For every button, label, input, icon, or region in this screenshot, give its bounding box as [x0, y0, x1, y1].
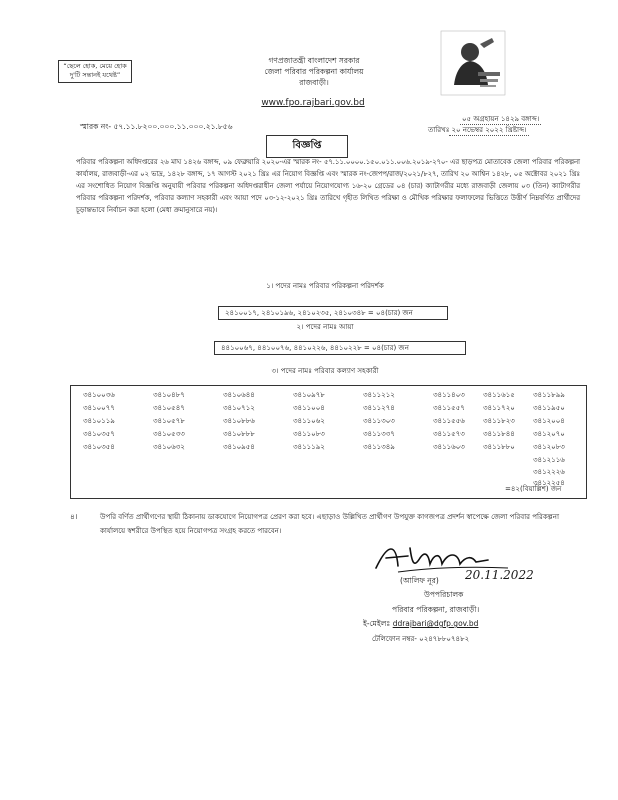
notice-title: বিজ্ঞপ্তি: [266, 135, 348, 158]
govt-name: গণপ্রজাতন্ত্রী বাংলাদেশ সরকার: [268, 56, 360, 65]
note-number: ৪।: [70, 512, 78, 521]
roll-cell: ৩৪১১৯৫০: [533, 404, 565, 412]
roll-cell: ৩৪১১৮৮০: [483, 443, 515, 451]
roll-cell: ৩৪১১৫৫৬: [433, 417, 465, 425]
roll-cell: ৩৪১১৬১৫: [483, 391, 515, 399]
roll-cell: ৩৪১০৭১২: [223, 404, 255, 412]
post-2-rolls: ৪৪১০০৬৭, ৪৪১০০৭৬, ৪৪১০২২৬, ৪৪১০২২৮ = ০৪(চার) জন: [214, 341, 466, 355]
date-bangla: ০৫ অগ্রহায়ন ১৪২৯ বঙ্গাব্দ।: [462, 115, 540, 123]
post-2-title: ২। পদের নামঃ আয়া: [296, 323, 354, 331]
roll-cell: ৩৪১০৩৫৪: [83, 443, 115, 451]
motto-line-2: দু'টি সন্তানই যথেষ্ট”: [69, 71, 121, 79]
office-name: জেলা পরিবার পরিকল্পনা কার্যালয়: [264, 67, 364, 76]
roll-cell: ৩৪১০৯৫৪: [223, 443, 255, 451]
roll-cell: ৩৪১০৬৪৪: [223, 391, 255, 399]
roll-cell: ৩৪১২০৮৩: [533, 443, 565, 451]
letterhead: [214, 55, 414, 88]
roll-cell: ৩৪১১১৯২: [293, 443, 325, 451]
email-link[interactable]: ddrajbari@dgfp.gov.bd: [392, 619, 479, 628]
roll-cell: ৩৪১১২১২: [363, 391, 395, 399]
website-link[interactable]: www.fpo.rajbari.gov.bd: [261, 98, 365, 108]
roll-cell: ৩৪১০০৭৭: [83, 404, 115, 412]
post-1-title: ১। পদের নামঃ পরিবার পরিকল্পনা পরিদর্শক: [266, 282, 384, 290]
district-name: রাজবাড়ী।: [299, 78, 329, 87]
roll-cell: ৩৪১২০৭০: [533, 430, 565, 438]
motto-box: [58, 60, 132, 83]
roll-cell: ৩৪১১২৭৪: [363, 404, 395, 412]
roll-cell: ৩৪১১০৬২: [293, 417, 325, 425]
email-label: ই-মেইলঃ: [363, 619, 393, 628]
roll-cell: ৩৪১১৪০৩: [433, 391, 465, 399]
date-label: তারিখঃ: [428, 126, 450, 134]
roll-cell: ৩৪১০৮৮৮: [223, 430, 255, 438]
roll-cell: ৩৪১১৩৪৯: [363, 443, 395, 451]
roll-cell: ৩৪১২২২৬: [533, 468, 565, 476]
notice-body: পরিবার পরিকল্পনা অধিদপ্তরের ২৬ মাঘ ১৪২৬ বঙ্গাব্দ, ০৯ ফেব্রুয়ারি ২০২০-এর স্মারক নং- ৫৭.১১.০০০০.১৫০.০১১.০০৬.২০১৯-২৭০- এর ছাড়পত্র মোতাবেক জেলা পরিবার পরিকল্পনা কার্যালয়, রাজবাড়ী-এর ০২ ভাদ্র, ১৪২৮ বঙ্গাব্দ, ১৭ আগস্ট ২০২১ খ্রিঃ এর নিয়োগ বিজ্ঞপ্তি এবং স্মারক নং-জেপপ/রাজ/২০২১/৮২৭, তারিখ ২০ আশ্বিন ১৪২৮, ০৫ অক্টোবর ২০২১ খ্রিঃ এর সংশোধিত নিয়োগ বিজ্ঞপ্তি অনুযায়ী পরিবার পরিকল্পনা অধিদপ্তরাধীন জেলা পর্যায়ে নিয়োগযোগ্য ১৬-২০ গ্রেডের ০৪ (চার) ক্যাটাগরীর মধ্যে রাজবাড়ী জেলায় ০৩ (তিন) ক্যাটাগরীর পরিবার পরিকল্পনা পরিদর্শক, পরিবার কল্যাণ সহকারী এবং আয়া পদে ০৩-১২-২০২১ খ্রিঃ তারিখে গৃহীত লিখিত পরিক্ষা ও মৌখিক পরিক্ষার ফলাফলের ভিত্তিতে উত্তীর্ণ নিম্নবর্ণিত প্রার্থীদের চূড়ান্তভাবে নির্বাচন করা হলো (মেধা ক্রমানুসারে নয়)।: [76, 158, 580, 215]
roll-cell: ৩৪১১৮৪৪: [483, 430, 515, 438]
roll-cell: ৩৪১১০৮৩: [293, 430, 325, 438]
memo-number: স্মারক নং- ৫৭.১১.৮২০০.০০০.১১.০০০.২১.৮৫৬: [80, 122, 233, 131]
roll-cell: ৩৪১১৭২০: [483, 404, 515, 412]
roll-total: =৪২(বিয়াল্লিশ) জন: [505, 485, 562, 493]
email-line: [363, 619, 478, 631]
signed-date: 20.11.2022: [465, 568, 534, 582]
signatory-name: (আলিফ নূর): [400, 576, 439, 585]
roll-cell: ৩৪১১০০৪: [293, 404, 325, 412]
roll-cell: ৩৪১০৬৩২: [153, 443, 185, 451]
date-english: ২০ নভেম্বর ২০২২ খ্রিষ্টাব্দ।: [451, 126, 527, 134]
roll-cell: ৩৪১১৩০৩: [363, 417, 395, 425]
roll-cell: ৩৪১০৫৪৭: [153, 404, 185, 412]
roll-cell: ৩৪১০৫৩৩: [153, 430, 185, 438]
post-1-rolls: ২৪১০০১৭, ২৪১০১৯৬, ২৪১০২৩৫, ২৪১০৩৪৮ = ০৪(চার) জন: [218, 306, 448, 320]
roll-cell: ৩৪১০৮৮৬: [223, 417, 255, 425]
roll-cell: ৩৪১০৪৮৭: [153, 391, 185, 399]
roll-cell: ৩৪১০১১৯: [83, 417, 115, 425]
roll-cell: ৩৪১০৩৫৭: [83, 430, 115, 438]
roll-cell: ৩৪১০৫৭৮: [153, 417, 185, 425]
roll-cell: ৩৪১১৮২৩: [483, 417, 515, 425]
roll-table: [70, 385, 587, 499]
signatory-office: পরিবার পরিকল্পনা, রাজবাড়ী।: [392, 605, 480, 614]
portrait-emblem-icon: [440, 30, 506, 96]
roll-cell: ৩৪১১৫৫৭: [433, 404, 465, 412]
roll-cell: ৩৪১২০০৪: [533, 417, 565, 425]
signatory-designation: উপপরিচালক: [424, 590, 464, 599]
note-text: উপরি বর্ণিত প্রার্থীগণের স্থায়ী ঠিকানায় ডাকযোগে নিয়োগপত্র প্রেরণ করা হবে। এছাড়াও উল্লিখিত প্রার্থীগণ উপযুক্ত কাগজপত্র প্রদর্শন স্বাপেক্ষে জেলা পরিবার পরিকল্পনা কার্যালয়ে স্বশরীরে উপস্থিত হয়ে নিয়োগপত্র সংগ্রহ করতে পারবেন।: [100, 513, 559, 535]
roll-cell: ৩৪১২২৫৪: [533, 479, 565, 487]
roll-cell: ৩৪১১৬০৩: [433, 443, 465, 451]
roll-cell: ৩৪১২১১৬: [533, 456, 565, 464]
roll-cell: ৩৪১১৫৭৩: [433, 430, 465, 438]
roll-cell: ৩৪১১৮৯৯: [533, 391, 565, 399]
roll-cell: ৩৪১০০৩৬: [83, 391, 115, 399]
roll-cell: ৩৪১১৩৩৭: [363, 430, 395, 438]
post-3-title: ৩। পদের নামঃ পরিবার কল্যাণ সহকারী: [271, 367, 379, 375]
date-block: [428, 114, 588, 136]
phone-number: টেলিফোন নম্বর- ০২৪৭৮৮০৭৪৮২: [372, 635, 470, 643]
roll-cell: ৩৪১০৯৭৮: [293, 391, 325, 399]
motto-line-1: “ছেলে হোক, মেয়ে হোক: [63, 62, 127, 70]
